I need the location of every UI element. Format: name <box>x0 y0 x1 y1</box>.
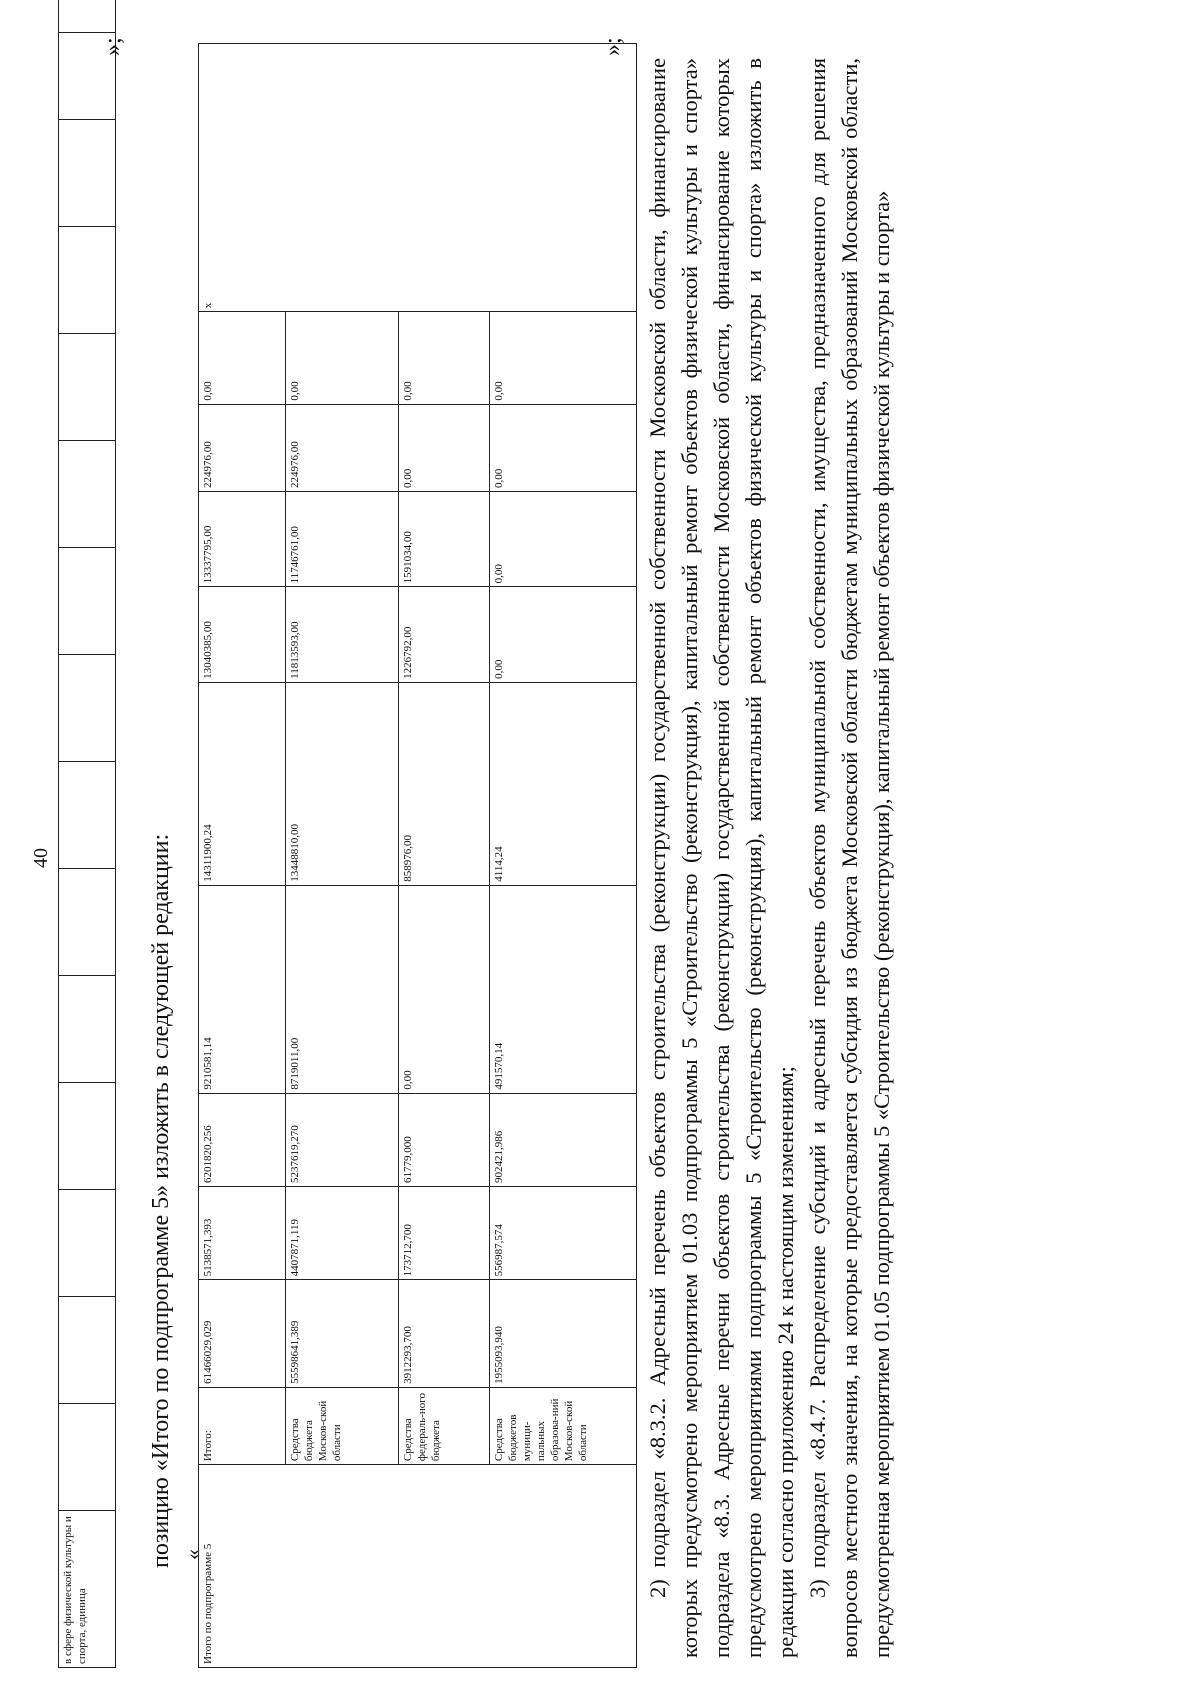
top-table-cell <box>59 334 116 441</box>
value-cell: 556987,574 <box>490 1186 637 1279</box>
value-cell: 61466029,029 <box>199 1280 286 1387</box>
value-cell: 14311900,24 <box>199 682 286 885</box>
value-cell: 3912293,700 <box>399 1280 490 1387</box>
top-table-label: в сфере физической культуры и спорта, единица <box>59 1511 116 1668</box>
table-row <box>199 44 286 1668</box>
value-cell: 0,00 <box>199 312 286 404</box>
value-cell: 11813593,00 <box>286 587 399 682</box>
value-cell: 13448810,00 <box>286 682 399 885</box>
value-cell: 0,00 <box>490 492 637 587</box>
main-table <box>198 43 637 1668</box>
value-cell: 1226792,00 <box>399 587 490 682</box>
value-cell: 173712,700 <box>399 1186 490 1279</box>
paragraph-2: 2) подраздел «8.3.2. Адресный перечень объектов строительства (реконструкции) государственной собственности Московской области, финансирование которых предусмотрено мероприятием 01.03 подпрограммы 5 «Строительство (реконструкция), капитальный ремонт объектов физической культуры и спорта» подраздела «8.3. Адресные перечни объектов строительства (реконструкции) государственной собственности Московской области, финансирование которых предусмотрено мероприятиями подпрограммы 5 «Строительство (реконструкция), капитальный ремонт объектов физической культуры и спорта» изложить в редакции согласно приложению 24 к настоящим изменениям; <box>645 58 798 1658</box>
value-cell: 13337795,00 <box>199 492 286 587</box>
value-cell: 61779,000 <box>399 1093 490 1186</box>
value-cell: 0,00 <box>286 312 399 404</box>
top-table-cell <box>59 0 116 33</box>
value-cell: 5237619,270 <box>286 1093 399 1186</box>
top-table-cell <box>59 762 116 869</box>
value-cell: 6201820,256 <box>199 1093 286 1186</box>
value-cell: 4114,24 <box>490 682 637 885</box>
top-table-cell <box>59 1083 116 1190</box>
top-table-fragment <box>58 0 116 1668</box>
rotated-document-page <box>30 28 1170 1668</box>
value-cell: 0,00 <box>490 404 637 491</box>
page-number: 40 <box>30 848 52 868</box>
closing-quote-1: »; <box>100 37 126 56</box>
value-cell: 0,00 <box>490 312 637 404</box>
top-table-cell <box>59 120 116 227</box>
top-table-cell <box>59 1190 116 1297</box>
value-cell: 9210581,14 <box>199 885 286 1093</box>
last-cell: x <box>199 44 637 312</box>
value-cell: 13040385,00 <box>199 587 286 682</box>
value-cell: 11746761,00 <box>286 492 399 587</box>
value-cell: 224976,00 <box>199 404 286 491</box>
paragraph-3: 3) подраздел «8.4.7. Распределение субсидий и адресный перечень объектов муниципальной собственности, имущества, предназначенного для решения вопросов местного значения, на которые предоставляется субсидия из бюджета Московской области бюджетам муниципальных образований Московской области, предусмотренная мероприятием 01.05 подпрограммы 5 «Строительство (реконструкция), капитальный ремонт объектов физической культуры и спорта» <box>805 58 894 1658</box>
value-cell: 0,00 <box>399 312 490 404</box>
value-cell: 858976,00 <box>399 682 490 885</box>
top-table-cell <box>59 869 116 976</box>
value-cell: 4407871,119 <box>286 1186 399 1279</box>
lead-text: позицию «Итого по подпрограмме 5» изложить в следующей редакции: <box>148 833 174 1568</box>
closing-quote-2: »; <box>600 37 626 56</box>
top-table-cell <box>59 1297 116 1404</box>
value-cell: 1955093,940 <box>490 1280 637 1387</box>
value-cell: 0,00 <box>490 587 637 682</box>
source-cell: Средства федераль-ного бюджета <box>399 1387 490 1464</box>
top-table-cell <box>59 548 116 655</box>
opening-quote: « <box>180 1549 205 1560</box>
value-cell: 55598641,389 <box>286 1280 399 1387</box>
value-cell: 491570,14 <box>490 885 637 1093</box>
top-table-cell <box>59 976 116 1083</box>
body-text <box>642 58 898 1658</box>
value-cell: 0,00 <box>399 404 490 491</box>
value-cell: 1591034,00 <box>399 492 490 587</box>
value-cell: 224976,00 <box>286 404 399 491</box>
value-cell: 5138571,393 <box>199 1186 286 1279</box>
source-cell: Средства бюджетов муници-пальных образова-ний Москов-ской области <box>490 1387 637 1464</box>
top-table-cell <box>59 1404 116 1511</box>
source-cell: Итого: <box>199 1387 286 1464</box>
top-table-cell <box>59 655 116 762</box>
value-cell: 0,00 <box>399 885 490 1093</box>
top-table-cell <box>59 227 116 334</box>
source-cell: Средства бюджета Москов-ской области <box>286 1387 399 1464</box>
program-label: Итого по подпрограмме 5 <box>199 1465 637 1668</box>
value-cell: 8719011,00 <box>286 885 399 1093</box>
top-table-cell <box>59 441 116 548</box>
value-cell: 902421,986 <box>490 1093 637 1186</box>
